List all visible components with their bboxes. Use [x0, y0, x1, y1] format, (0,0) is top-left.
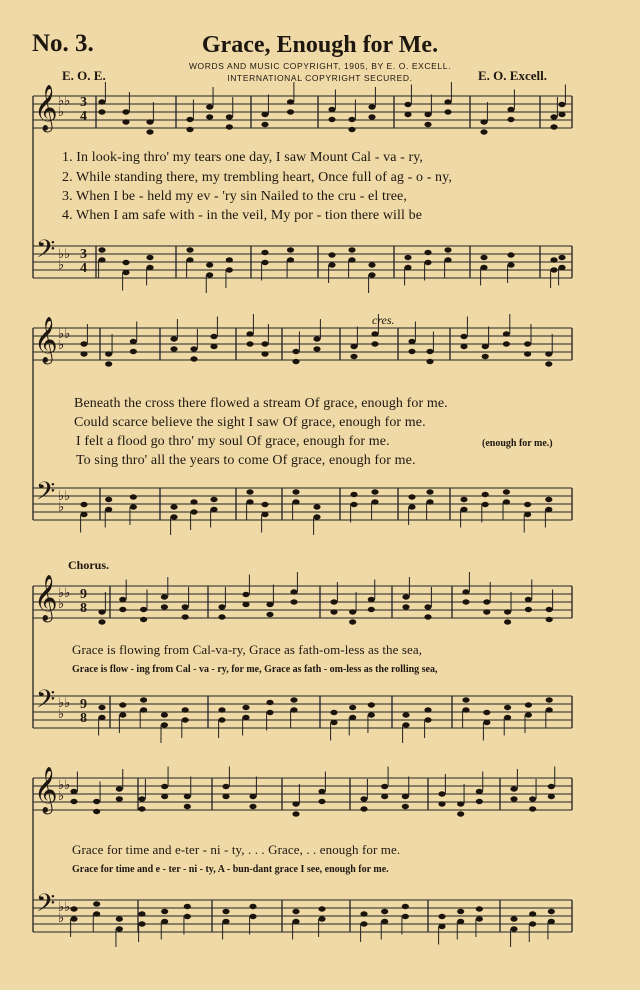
chorus-line-2: Grace for time and e-ter - ni - ty, . . . Grace, . . enough for me. [72, 842, 401, 857]
verse-3-line-b: I felt a flood go thro' my soul Of grace, enough for me. [76, 434, 390, 449]
staff-system-1-bass [33, 246, 572, 278]
cres-marking: cres. [372, 313, 395, 327]
key-signature-flats-icon: ♭♭ ♭ [58, 695, 71, 721]
verse-4-line-b: To sing thro' all the years to come Of grace, enough for me. [76, 453, 416, 468]
key-signature-flats-icon: ♭♭ ♭ [58, 488, 71, 514]
key-signature-flats-icon: ♭♭ ♭ [58, 246, 71, 272]
treble-clef-icon: 𝄞 [34, 767, 58, 812]
verse-4-line-a: 4. When I am safe with - in the veil, My por - tion there will be [62, 208, 423, 223]
key-signature-flats-icon: ♭♭ ♭ [58, 93, 71, 119]
echo-text: (enough for me.) [482, 438, 553, 449]
verse-2-line-b: Could scarce believe the sight I saw Of grace, enough for me. [74, 415, 426, 430]
verse-3-line-a: 3. When I be - held my ev - 'ry sin Nailed to the cru - el tree, [62, 189, 407, 204]
chorus-line-1-alto: Grace is flow - ing from Cal - va - ry, for me, Grace as fath - om-less as the rolling sea, [72, 664, 438, 675]
verse-1-line-a: 1. In look-ing thro' my tears one day, I saw Mount Cal - va - ry, [62, 150, 424, 165]
verse-2-line-a: 2. While standing there, my trembling heart, Once full of ag - o - ny, [62, 170, 452, 185]
verse-1-line-b: Beneath the cross there flowed a stream Of grace, enough for me. [74, 396, 448, 411]
key-signature-flats-icon: ♭♭ ♭ [58, 777, 71, 803]
staff-system-1-treble [33, 93, 572, 128]
bass-clef-icon: 𝄢 [36, 236, 56, 269]
time-signature-icon: 3 4 [80, 247, 87, 276]
key-signature-flats-icon: ♭♭ ♭ [58, 326, 71, 352]
hymn-title: Grace, Enough for Me. [201, 32, 439, 58]
staff-system-4-treble [33, 778, 572, 810]
hymn-number: No. 3. [32, 30, 94, 57]
time-signature-icon: 9 8 [80, 587, 87, 616]
chorus-line-1: Grace is flowing from Cal-va-ry, Grace as fath-om-less as the sea, [72, 642, 423, 657]
staff-system-2-bass [33, 488, 572, 520]
key-signature-flats-icon: ♭♭ ♭ [58, 899, 71, 925]
bass-clef-icon: 𝄢 [36, 686, 56, 719]
treble-clef-icon: 𝄞 [34, 317, 58, 362]
staff-system-2-treble [33, 328, 572, 360]
copyright-line-1: WORDS AND MUSIC COPYRIGHT, 1905, BY E. O. EXCELL. [188, 61, 452, 71]
copyright-line-2: INTERNATIONAL COPYRIGHT SECURED. [227, 73, 413, 83]
staff-system-3-bass [33, 696, 572, 728]
staff-system-4-bass [33, 900, 572, 932]
bass-clef-icon: 𝄢 [36, 890, 56, 923]
music-credit: E. O. Excell. [478, 68, 547, 83]
staff-system-3-treble [33, 586, 572, 618]
time-signature-icon: 3 4 [80, 95, 87, 124]
chorus-line-2-alto: Grace for time and e - ter - ni - ty, A - bun-dant grace I see, enough for me. [72, 864, 389, 875]
treble-clef-icon: 𝄞 [34, 575, 58, 620]
words-credit: E. O. E. [62, 68, 106, 83]
chorus-label: Chorus. [68, 558, 110, 572]
key-signature-flats-icon: ♭♭ ♭ [58, 585, 71, 611]
bass-clef-icon: 𝄢 [36, 478, 56, 511]
treble-clef-icon: 𝄞 [34, 85, 58, 130]
time-signature-icon: 9 8 [80, 697, 87, 726]
